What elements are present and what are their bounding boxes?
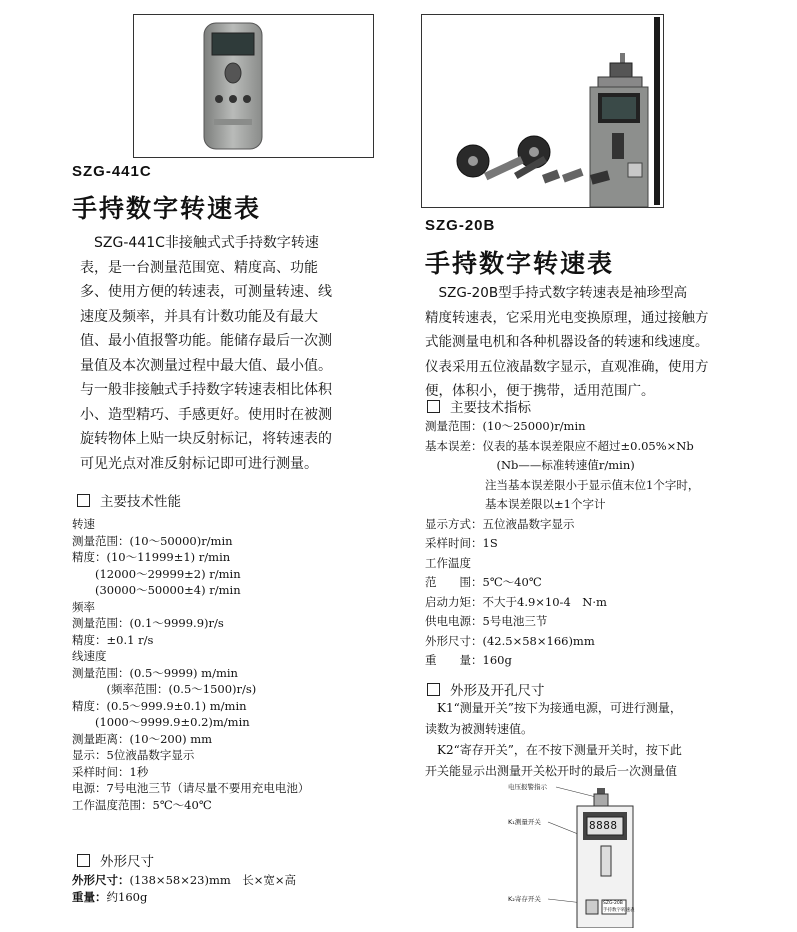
k-line: 开关能显示出测量开关松开时的最后一次测量值: [425, 764, 678, 778]
spec-row: 显示：5位液晶数字显示: [72, 748, 195, 762]
spec-row: 精度：±0.1 r/s: [72, 632, 154, 647]
spec-row: 精度：(10～11999±1) r/min: [72, 550, 231, 564]
intro-line: 便，体积小，便于携带，适用范围广。: [425, 383, 655, 399]
intro-line: 可见光点对准反射标记即可进行测量。: [80, 455, 318, 472]
weight-label: 重量：: [72, 889, 107, 904]
section-title: 外形尺寸: [100, 854, 154, 870]
intro-line: 精度转速表，它采用光电变换原理，通过接触方: [425, 309, 709, 326]
spec-value: (42.5×58×166)mm: [482, 633, 595, 648]
spec-row: 采样时间：1秒: [72, 764, 149, 779]
weight-value: 约160g: [106, 889, 148, 904]
label-power-indicator: 电压报警指示: [508, 783, 547, 791]
intro-line: 值、最小值报警功能。能储存最后一次测: [80, 333, 332, 349]
spec-value: 不大于4.9×10-4 N·m: [482, 594, 607, 609]
right-product-title: 手持数字转速表: [425, 249, 615, 278]
spec-label: 显示方式：: [425, 516, 483, 531]
spec-row: 测量距离：(10～200) mm: [72, 731, 213, 746]
checkbox-square-icon: [77, 494, 90, 507]
spec-value: 1S: [482, 536, 498, 550]
intro-line: 旋转物体上贴一块反射标记，将转速表的: [80, 431, 332, 447]
spec-row: 测量范围：(10～50000)r/min: [72, 533, 233, 548]
section-title: 外形及开孔尺寸: [450, 683, 545, 699]
szg-20b-photo: [421, 14, 664, 208]
spec-value: (10～25000)r/min: [482, 419, 586, 433]
right-outline-heading: [427, 679, 545, 699]
dims-value: (138×58×23)mm 长×宽×高: [129, 873, 297, 887]
spec-row: 测量范围：(0.5～9999) m/min: [72, 665, 238, 680]
section-title: 主要技术指标: [450, 400, 531, 416]
intro-line: 多、使用方便的转速表，可测量转速、线: [80, 284, 332, 300]
spec-value: 160g: [482, 653, 512, 667]
spec-value: 5℃～40℃: [482, 575, 542, 589]
k-line: K2“寄存开关”，在不按下测量开关时，按下此: [425, 743, 682, 757]
outline-diagram: [508, 780, 658, 928]
spec-row: 电源：7号电池三节（请尽量不要用充电电池）: [72, 781, 310, 795]
left-intro-paragraph: [80, 231, 332, 476]
spec-label: 启动力矩：: [425, 594, 483, 609]
spec-label: 外形尺寸：: [425, 633, 483, 648]
diagram-model-label: SZG-20B: [603, 901, 623, 906]
intro-line: 速度及频率，并具有计数功能及有最大: [80, 308, 318, 325]
spec-value: 5号电池三节: [482, 614, 548, 628]
left-model-number: SZG-441C: [72, 163, 152, 180]
right-model-number: SZG-20B: [425, 217, 496, 234]
left-dims-block: [72, 872, 296, 905]
intro-line: SZG-441C非接触式式手持数字转速: [80, 235, 319, 251]
device-outline-drawing: [508, 780, 658, 928]
left-dims-heading: [77, 850, 154, 870]
intro-line: 量值及本次测量过程中最大值、最小值。: [80, 357, 332, 374]
spec-label: 采样时间：: [425, 536, 483, 550]
right-intro-paragraph: [425, 281, 709, 404]
spec-label: 供电电源：: [425, 614, 483, 628]
diagram-device-name: 手持数字转速表: [603, 908, 635, 913]
spec-row: 转速: [72, 517, 95, 531]
spec-row: 测量范围：(0.1～9999.9)r/s: [72, 616, 224, 630]
szg-20b-device-illustration: [422, 15, 663, 207]
label-k2-switch: K₂寄存开关: [508, 895, 541, 903]
left-specs-heading: [77, 490, 181, 510]
spec-row: 精度：(0.5～999.9±0.1) m/min: [72, 698, 247, 713]
spec-row: 线速度: [72, 649, 107, 663]
spec-row: (12000～29999±2) r/min: [72, 566, 241, 581]
spec-value: (Nb——标准转速值r/min): [485, 458, 635, 472]
left-spec-list: [72, 516, 309, 813]
spec-value: 五位液晶数字显示: [482, 516, 575, 531]
spec-value: 注当基本误差限小于显示值末位1个字时，: [485, 477, 700, 492]
spec-value: 基本误差限以±1个字计: [485, 497, 606, 511]
spec-label: 基本误差：: [425, 438, 483, 453]
spec-row: (1000～9999.9±0.2)m/min: [72, 715, 250, 729]
checkbox-square-icon: [77, 854, 90, 867]
intro-line: 式能测量电机和各种机器设备的转速和线速度。: [425, 334, 709, 350]
intro-line: 仪表采用五位液晶数字显示，直观准确，使用方: [425, 358, 709, 375]
diagram-lcd-digits: 8888: [589, 819, 618, 832]
spec-label: 重 量：: [425, 653, 483, 667]
intro-line: 与一般非接触式手持数字转速表相比体积: [80, 382, 332, 398]
dims-label: 外形尺寸：: [72, 873, 130, 887]
switch-description: [425, 698, 682, 782]
spec-row: (30000～50000±4) r/min: [72, 583, 241, 597]
intro-line: SZG-20B型手持式数字转速表是袖珍型高: [425, 285, 688, 301]
k-line: 读数为被测转速值。: [425, 722, 534, 736]
spec-row: 频率: [72, 599, 95, 614]
spec-value: 仪表的基本误差限应不超过±0.05%×Nb: [482, 438, 694, 453]
szg-441c-photo: [133, 14, 374, 158]
spec-row: (频率范围：(0.5～1500)r/s): [72, 682, 257, 696]
spec-label: 工作温度: [425, 555, 471, 570]
spec-label: 测量范围：: [425, 419, 483, 433]
szg-441c-device-illustration: [134, 15, 373, 157]
intro-line: 小、造型精巧、手感更好。使用时在被测: [80, 406, 332, 423]
label-k1-switch: K₁测量开关: [508, 818, 541, 826]
intro-line: 表，是一台测量范围宽、精度高、功能: [80, 259, 318, 276]
left-product-title: 手持数字转速表: [72, 194, 262, 223]
checkbox-square-icon: [427, 400, 440, 413]
right-specs-heading: [427, 396, 531, 416]
section-title: 主要技术性能: [100, 494, 181, 510]
checkbox-square-icon: [427, 683, 440, 696]
spec-label: 范 围：: [425, 575, 483, 589]
right-spec-list: [425, 417, 699, 671]
k-line: K1“测量开关”按下为接通电源，可进行测量，: [425, 701, 682, 715]
spec-row: 工作温度范围：5℃～40℃: [72, 797, 212, 812]
